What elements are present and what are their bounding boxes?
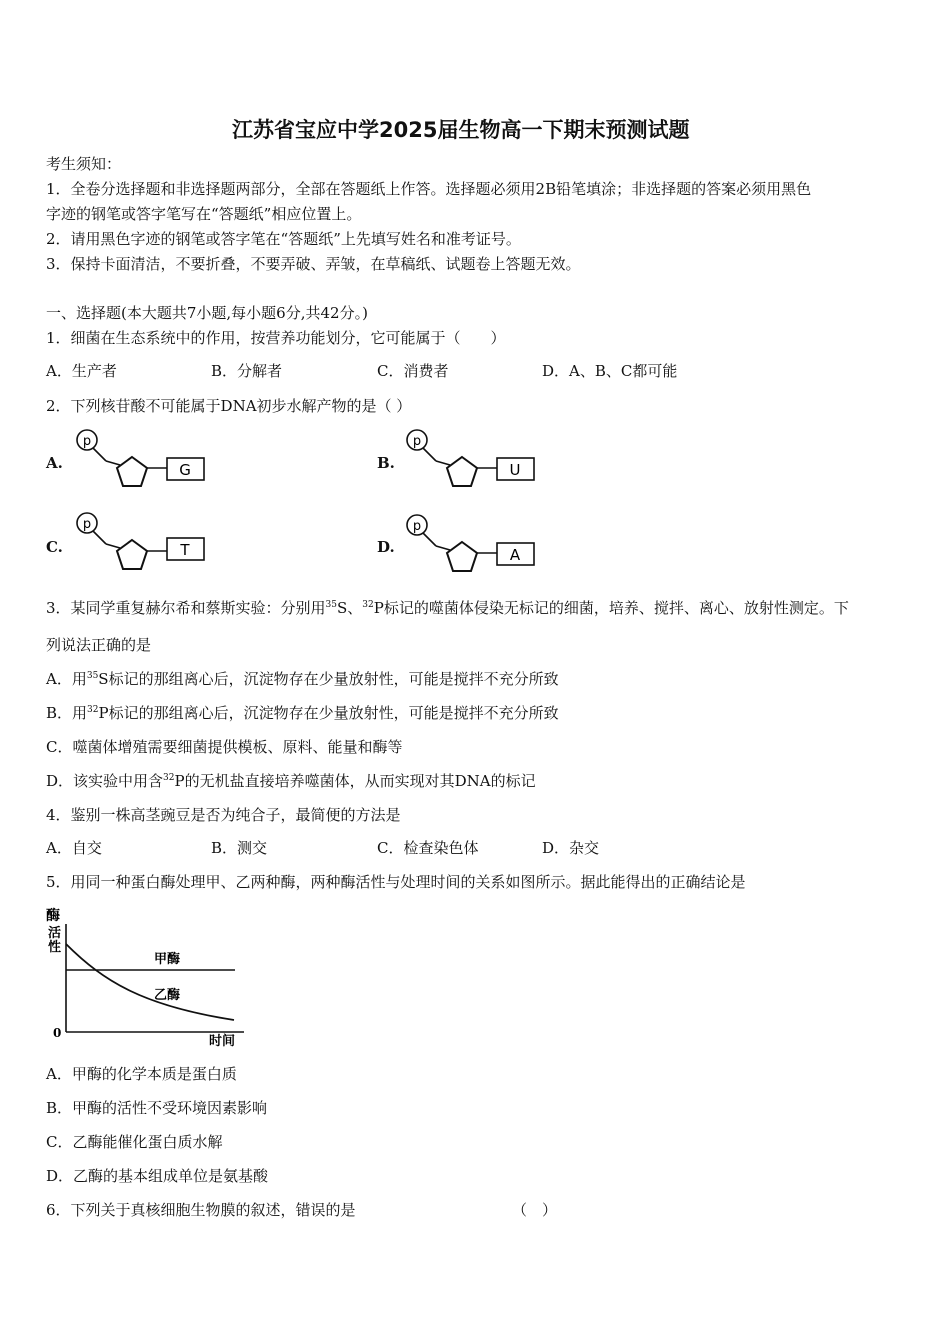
question-5-option-b: B．甲酶的活性不受环境因素影响: [46, 1099, 268, 1117]
question-4-stem: 4．鉴别一株高茎豌豆是否为纯合子，最简便的方法是: [46, 806, 401, 824]
question-3-stem-continued: 列说法正确的是: [46, 636, 152, 654]
series-label-jiamei: 甲酶: [154, 952, 181, 967]
notice-item: 3．保持卡面清洁，不要折叠，不要弄破、弄皱，在草稿纸、试题卷上答题无效。: [46, 255, 581, 273]
question-3-option-c: C．噬菌体增殖需要细菌提供模板、原料、能量和酶等: [46, 738, 403, 756]
phosphate-label: p: [82, 517, 92, 532]
base-label: G: [179, 461, 191, 479]
section-heading: 一、选择题(本大题共7小题,每小题6分,共42分。): [46, 304, 368, 322]
question-1-option-a: A．生产者: [46, 362, 117, 380]
question-5-option-d: D．乙酶的基本组成单位是氨基酸: [46, 1167, 269, 1185]
question-4-option-c: C．检查染色体: [377, 839, 479, 857]
question-6-stem: 6．下列关于真核细胞生物膜的叙述，错误的是: [46, 1201, 356, 1219]
y-axis-label: 性: [48, 940, 62, 955]
question-5-option-c: C．乙酶能催化蛋白质水解: [46, 1133, 223, 1151]
base-label: T: [180, 541, 190, 559]
phosphate-label: p: [412, 434, 422, 449]
question-2-label-d: D.: [377, 538, 395, 556]
notice-item: 2．请用黑色字迹的钢笔或答字笔在“答题纸”上先填写姓名和准考证号。: [46, 230, 521, 248]
question-4-option-b: B．测交: [211, 839, 268, 857]
question-3-option-b: B．用$^{32}$P标记的那组离心后，沉淀物存在少量放射性，可能是搅拌不充分所致: [46, 704, 559, 722]
question-2-label-b: B.: [377, 454, 395, 472]
base-label: U: [509, 461, 521, 479]
question-2-stem: 2．下列核苷酸不可能属于DNA初步水解产物的是（ ）: [46, 397, 412, 415]
question-1-option-d: D．A、B、C都可能: [542, 362, 678, 380]
question-3-option-d: D．该实验中用含$^{32}$P的无机盐直接培养噬菌体，从而实现对其DNA的标记: [46, 772, 536, 790]
base-label: A: [509, 546, 521, 564]
question-6-answer-blank: （ ）: [512, 1201, 558, 1219]
phosphate-label: p: [412, 519, 422, 534]
y-axis-label: 酶: [46, 908, 60, 924]
nucleotide-diagram-b: [404, 427, 539, 499]
series-label-yimei: 乙酶: [154, 988, 181, 1003]
question-3-option-a: A．用$^{35}$S标记的那组离心后，沉淀物存在少量放射性，可能是搅拌不充分所致: [46, 670, 559, 688]
question-4-option-a: A．自交: [46, 839, 102, 857]
question-1-option-b: B．分解者: [211, 362, 283, 380]
x-axis-label: 时间: [209, 1034, 236, 1049]
question-5-option-a: A．甲酶的化学本质是蛋白质: [46, 1065, 237, 1083]
notice-item: 1．全卷分选择题和非选择题两部分，全部在答题纸上作答。选择题必须用2B铅笔填涂；非选择题的答案必须用黑色: [46, 180, 812, 198]
nucleotide-diagram-d: [404, 512, 539, 584]
origin-label: 0: [53, 1026, 62, 1040]
question-2-label-a: A.: [46, 454, 63, 472]
y-axis-label: 活: [48, 926, 62, 941]
page-title: 江苏省宝应中学2025届生物高一下期末预测试题: [232, 118, 690, 142]
question-1-stem: 1．细菌在生态系统中的作用，按营养功能划分，它可能属于（ ）: [46, 329, 506, 347]
notice-item: 字迹的钢笔或答字笔写在“答题纸”相应位置上。: [46, 205, 362, 223]
question-4-option-d: D．杂交: [542, 839, 600, 857]
enzyme-activity-graph: [44, 906, 259, 1055]
question-2-label-c: C.: [46, 538, 63, 556]
nucleotide-diagram-c: [74, 510, 209, 582]
series-line-yimei: [66, 944, 234, 1020]
nucleotide-diagram-a: [74, 427, 209, 499]
question-5-stem: 5．用同一种蛋白酶处理甲、乙两种酶，两种酶活性与处理时间的关系如图所示。据此能得出的正确结论是: [46, 873, 746, 891]
notice-heading: 考生须知：: [46, 155, 122, 173]
question-1-option-c: C．消费者: [377, 362, 449, 380]
question-3-stem: 3．某同学重复赫尔希和蔡斯实验：分别用$^{35}$S、$^{32}$P标记的噬菌体侵染无标记的细菌，培养、搅拌、离心、放射性测定。下: [46, 599, 849, 617]
phosphate-label: p: [82, 434, 92, 449]
